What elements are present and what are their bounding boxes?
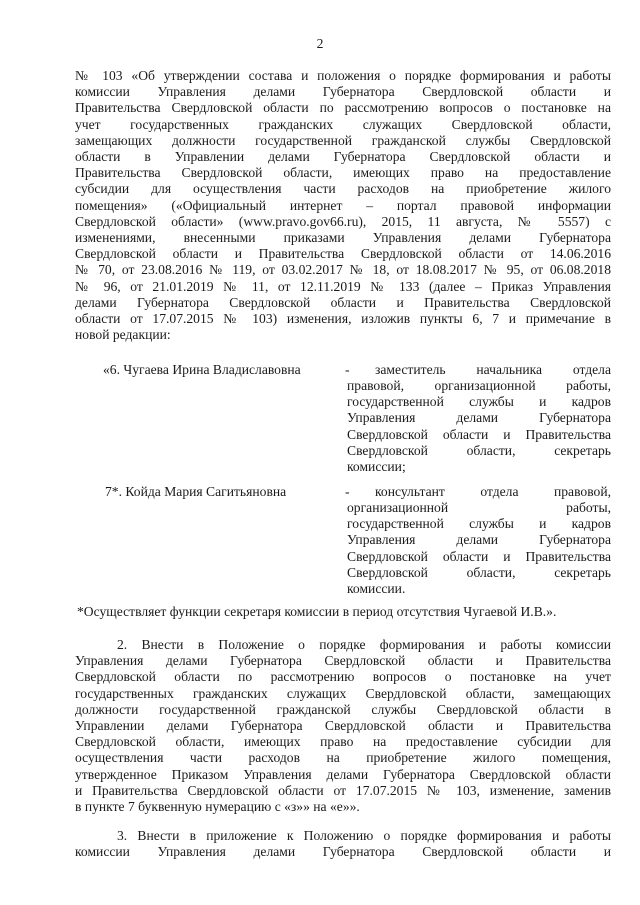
para-line: должности государственной гражданской службы Свердловской области в <box>75 701 611 717</box>
intro-line: № 70, от 23.08.2016 № 119, от 03.02.2017 № 18, от 18.08.2017 № 95, от 06.08.2018 <box>75 262 611 278</box>
intro-line: изменениями, внесенными приказами Управления делами Губернатора <box>75 230 611 246</box>
intro-line: субсидии для осуществления части расходов на приобретение жилого <box>75 181 611 197</box>
desc-line: правовой, организационной работы, <box>347 378 611 393</box>
desc-line: комиссии. <box>347 581 406 597</box>
desc-line: организационной работы, <box>347 500 611 515</box>
intro-line: комиссии Управления делами Губернатора Свердловской области и <box>75 84 611 100</box>
desc-line: консультант отдела правовой, <box>375 484 611 499</box>
intro-line: № 96, от 21.01.2019 № 11, от 12.11.2019 № 133 (далее – Приказ Управления <box>75 278 611 294</box>
intro-line: Правительства Свердловской области по рассмотрению вопросов о постановке на <box>75 100 611 116</box>
member-description-cont <box>347 500 611 597</box>
desc-line: комиссии; <box>347 459 406 475</box>
para-line: Управлении делами Губернатора Свердловской области и Правительства <box>75 718 611 734</box>
desc-line: Свердловской области, секретарь <box>347 442 611 458</box>
intro-line: замещающих должности государственной гражданской службы Свердловской <box>75 132 611 148</box>
desc-line: Свердловской области, секретарь <box>347 564 611 580</box>
footnote: *Осуществляет функции секретаря комиссии в период отсутствия Чугаевой И.В.». <box>77 604 557 619</box>
member-dash: - <box>345 484 350 499</box>
intro-paragraph <box>75 68 611 343</box>
intro-line: области в Управлении делами Губернатора Свердловской области и <box>75 149 611 165</box>
desc-line: государственной службы и кадров <box>347 394 611 410</box>
para-line: утвержденное Приказом Управления делами Губернатора Свердловской области <box>75 766 611 782</box>
paragraph-3 <box>75 828 611 860</box>
member-dash: - <box>345 362 350 377</box>
intro-line: области от 17.07.2015 № 103) изменения, изложив пункты 6, 7 и примечание в <box>75 311 611 327</box>
para-line: государственных гражданских служащих Свердловской области, замещающих <box>75 685 611 701</box>
para-line: в пункте 7 буквенную нумерацию с «з»» на «е»». <box>75 799 360 815</box>
para-line: Свердловской области, имеющих право на предоставление субсидии для <box>75 734 611 750</box>
member-name: 7*. Койда Мария Сагитьяновна <box>105 484 287 499</box>
paragraph-2 <box>75 637 611 815</box>
para-line: Свердловской области по рассмотрению вопросов о постановке на учет <box>75 669 611 685</box>
page-number: 2 <box>316 36 324 51</box>
para-line: 2. Внести в Положение о порядке формирования и работы комиссии <box>117 637 611 652</box>
member-description <box>375 484 611 500</box>
intro-line: Правительства Свердловской области, имеющих право на предоставление <box>75 165 611 181</box>
intro-line: помещения» («Официальный интернет – портал правовой информации <box>75 197 611 213</box>
intro-line: делами Губернатора Свердловской области и Правительства Свердловской <box>75 294 611 310</box>
para-line: Управления делами Губернатора Свердловской области и Правительства <box>75 653 611 669</box>
intro-line: Свердловской области» (www.pravo.gov66.ru), 2015, 11 августа, № 5557) с <box>75 213 611 229</box>
desc-line: государственной службы и кадров <box>347 516 611 532</box>
member-description <box>375 362 611 378</box>
intro-line: учет государственных гражданских служащих Свердловской области, <box>75 116 611 132</box>
member-name: «6. Чугаева Ирина Владиславовна <box>103 362 301 377</box>
para-line: и Правительства Свердловской области от 17.07.2015 № 103, изменение, заменив <box>75 782 611 798</box>
para-line: осуществления части расходов на приобретение жилого помещения, <box>75 750 611 766</box>
desc-line: заместитель начальника отдела <box>375 362 611 377</box>
intro-line: Свердловской области и Правительства Свердловской области от 14.06.2016 <box>75 246 611 262</box>
para-line: 3. Внести в приложение к Положению о порядке формирования и работы <box>117 828 611 843</box>
intro-line: новой редакции: <box>75 327 171 343</box>
desc-line: Управления делами Губернатора <box>347 532 611 548</box>
member-description-cont <box>347 378 611 475</box>
desc-line: Свердловской области и Правительства <box>347 426 611 442</box>
intro-line: № 103 «Об утверждении состава и положения о порядке формирования и работы <box>75 68 611 83</box>
para-line: комиссии Управления делами Губернатора Свердловской области и <box>75 844 611 860</box>
desc-line: Управления делами Губернатора <box>347 410 611 426</box>
desc-line: Свердловской области и Правительства <box>347 548 611 564</box>
